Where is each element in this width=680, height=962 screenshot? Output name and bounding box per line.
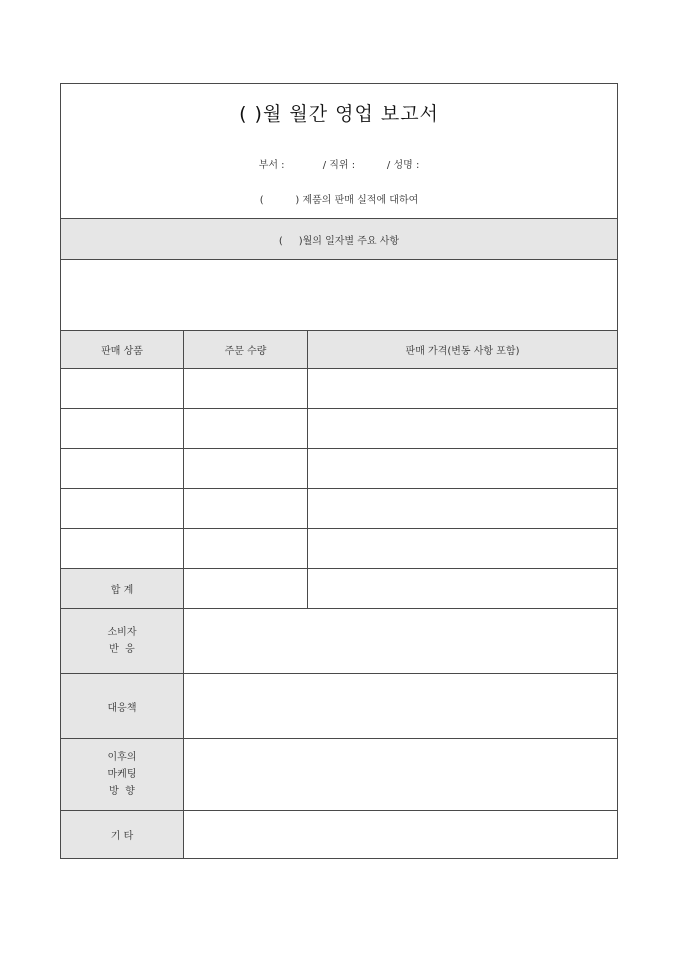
quantity-cell[interactable] xyxy=(184,529,308,569)
info-line: 부서 : / 직위 : / 성명 : xyxy=(258,159,420,171)
quantity-cell[interactable] xyxy=(184,369,308,409)
table-row xyxy=(61,369,618,409)
col-header-price: 판매 가격(변동 사항 포함) xyxy=(308,331,618,369)
quantity-cell[interactable] xyxy=(184,489,308,529)
marketing-direction-label: 이후의 마케팅 방 향 xyxy=(61,739,184,811)
section-header: ( )월의 일자별 주요 사항 xyxy=(61,219,618,260)
etc-label: 기 타 xyxy=(61,811,184,859)
col-header-product: 판매 상품 xyxy=(61,331,184,369)
product-line: ( ) 제품의 판매 실적에 대하여 xyxy=(259,194,419,206)
etc-field[interactable] xyxy=(184,811,618,859)
sum-price-cell[interactable] xyxy=(308,569,618,609)
sum-quantity-cell[interactable] xyxy=(184,569,308,609)
sum-label: 합 계 xyxy=(61,569,184,609)
product-cell[interactable] xyxy=(61,369,184,409)
report-title: ( )월 월간 영업 보고서 xyxy=(239,102,439,125)
product-cell[interactable] xyxy=(61,409,184,449)
marketing-direction-field[interactable] xyxy=(184,739,618,811)
sum-row xyxy=(61,569,618,609)
col-header-quantity: 주문 수량 xyxy=(184,331,308,369)
quantity-cell[interactable] xyxy=(184,409,308,449)
price-cell[interactable] xyxy=(308,449,618,489)
daily-notes-field[interactable] xyxy=(61,260,618,331)
response-label: 대응책 xyxy=(61,674,184,739)
price-cell[interactable] xyxy=(308,409,618,449)
consumer-reaction-field[interactable] xyxy=(184,609,618,674)
quantity-cell[interactable] xyxy=(184,449,308,489)
sales-report-form xyxy=(60,83,618,859)
product-cell[interactable] xyxy=(61,449,184,489)
price-cell[interactable] xyxy=(308,369,618,409)
table-row xyxy=(61,489,618,529)
table-row xyxy=(61,409,618,449)
price-cell[interactable] xyxy=(308,529,618,569)
price-cell[interactable] xyxy=(308,489,618,529)
product-cell[interactable] xyxy=(61,489,184,529)
product-cell[interactable] xyxy=(61,529,184,569)
consumer-reaction-label: 소비자 반 응 xyxy=(61,609,184,674)
table-row xyxy=(61,449,618,489)
report-header xyxy=(61,84,618,219)
table-row xyxy=(61,529,618,569)
response-field[interactable] xyxy=(184,674,618,739)
